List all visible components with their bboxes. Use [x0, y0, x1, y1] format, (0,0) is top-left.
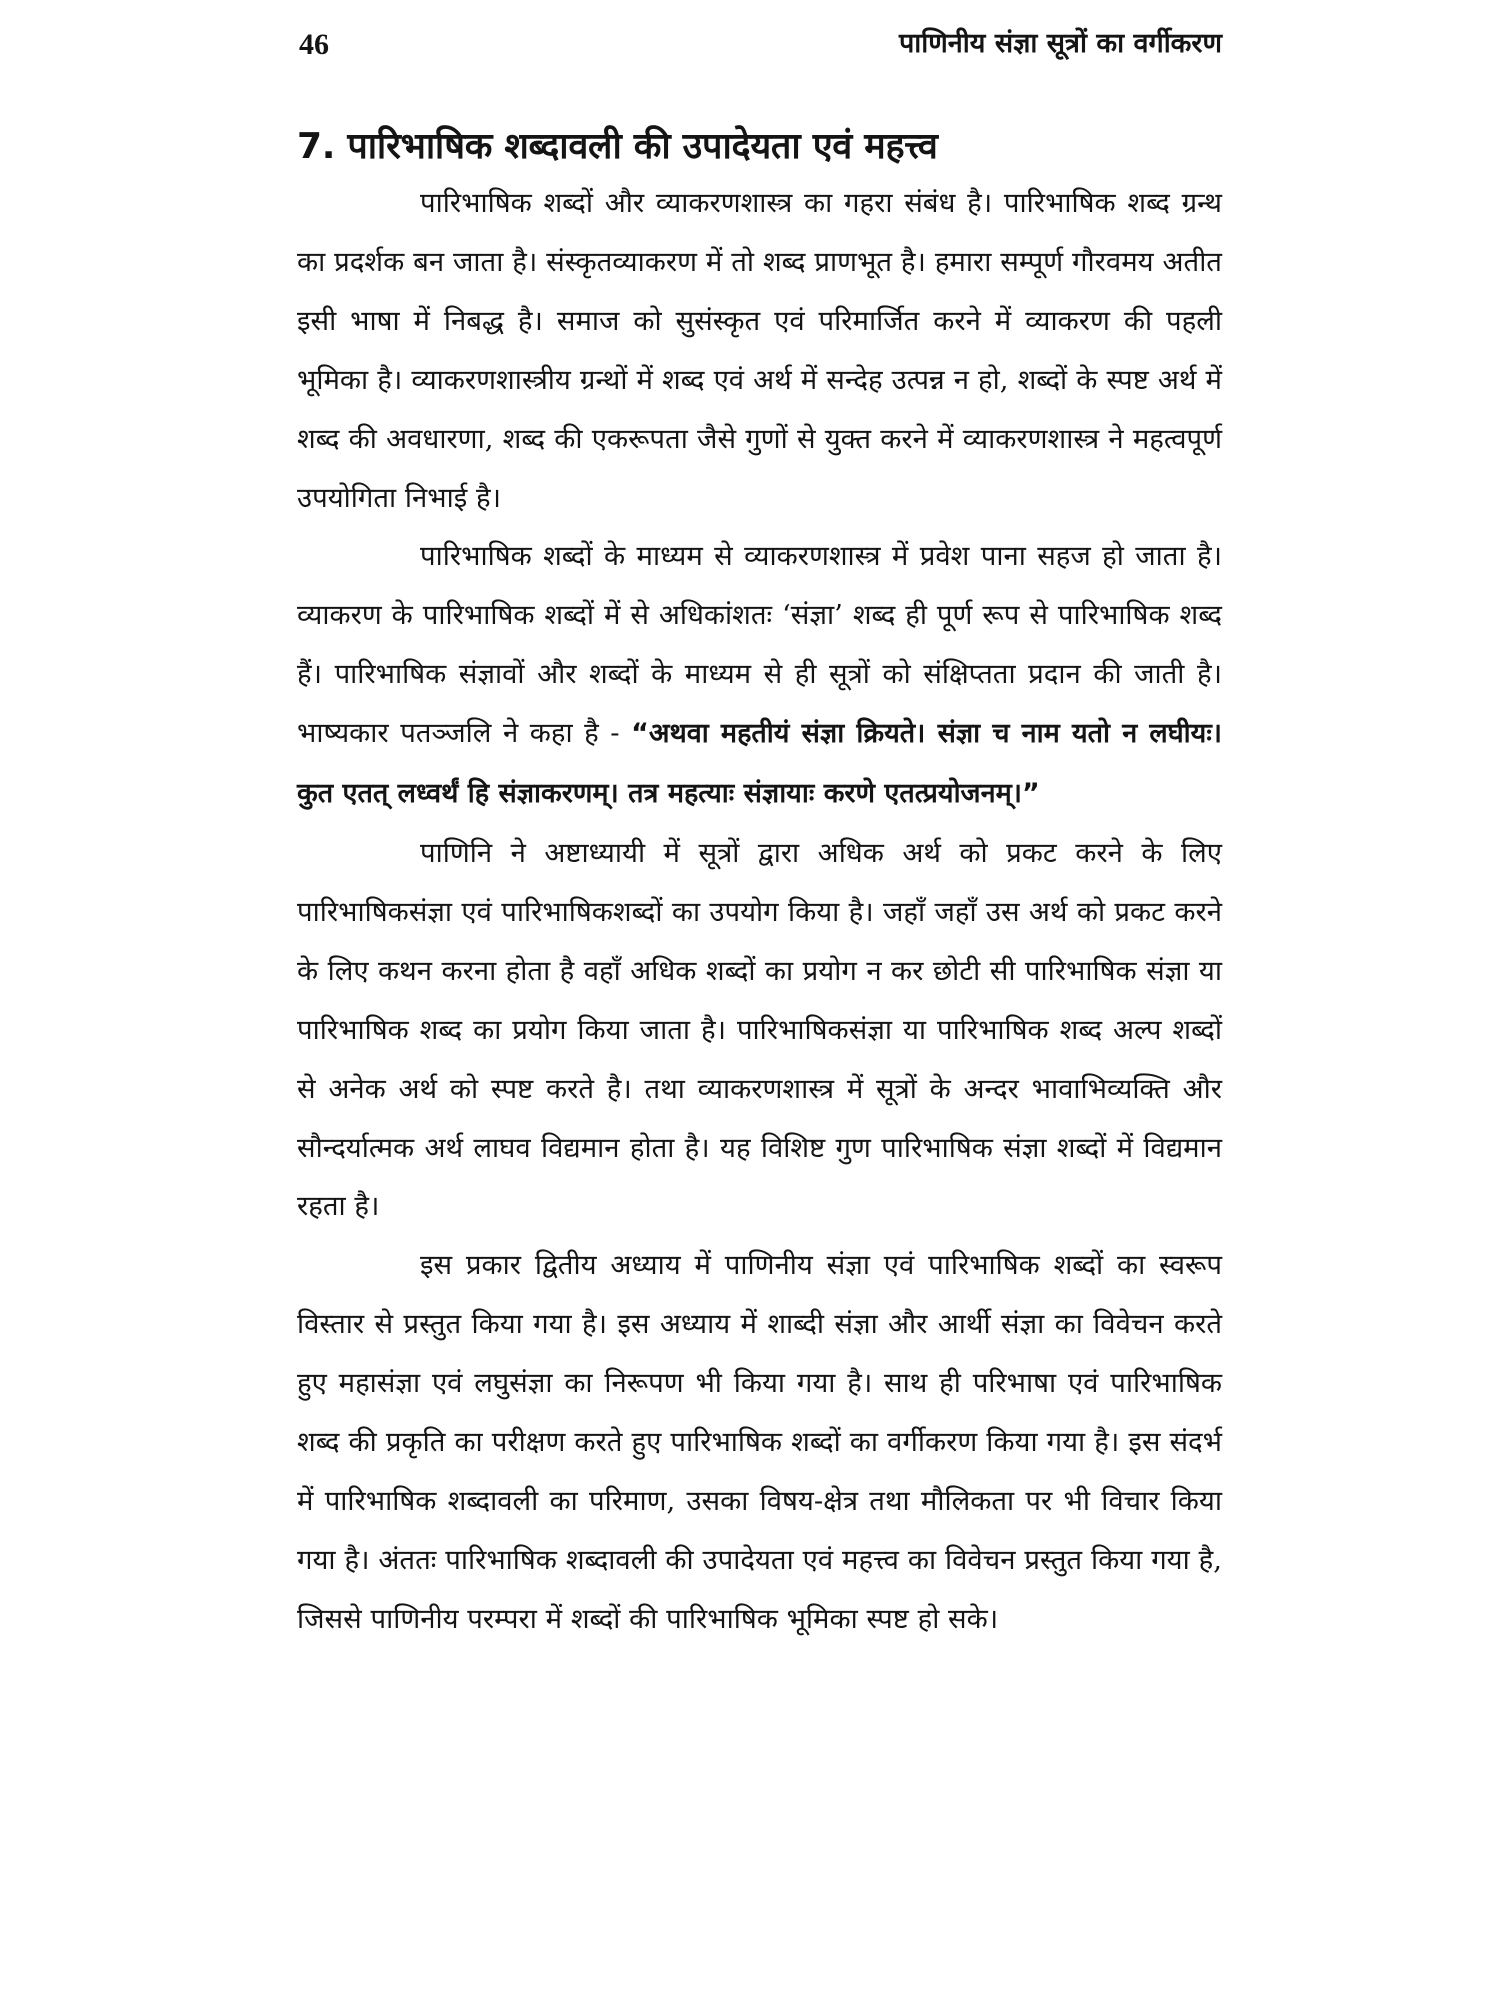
paragraph-2-text: पारिभाषिक शब्दों के माध्यम से व्याकरणशास्त्र में प्रवेश पाना सहज हो जाता है। व्याकरण के पारिभाषिक शब्दों में से अधिकांशतः ‘संज्ञा’ शब्द ही पूर्ण रूप से पारिभाषिक शब्द हैं। पारिभाषिक संज्ञावों और शब्दों के माध्यम से ही सूत्रों को संक्षिप्तता प्रदान की जाती है। भाष्यकार पतञ्जलि ने कहा है - — [297, 540, 1222, 750]
running-header-title: पाणिनीय संज्ञा सूत्रों का वर्गीकरण — [898, 28, 1222, 59]
bhashya-quotation: “अथवा महतीयं संज्ञा क्रियते। संज्ञा च नाम यतो न लघीयः। कुत एतत् लध्वर्थं हि संज्ञाकरणम्। तत्र महत्याः संज्ञायाः करणे एतत्प्रयोजनम्।” — [297, 718, 1222, 810]
paragraph-3-text: पाणिनि ने अष्टाध्यायी में सूत्रों द्वारा अधिक अर्थ को प्रकट करने के लिए पारिभाषिकसंज्ञा एवं पारिभाषिकशब्दों का उपयोग किया है। जहाँ जहाँ उस अर्थ को प्रकट करने के लिए कथन करना होता है वहाँ अधिक शब्दों का प्रयोग न कर छोटी सी पारिभाषिक संज्ञा या पारिभाषिक शब्द का प्रयोग किया जाता है। पारिभाषिकसंज्ञा या पारिभाषिक शब्द अल्प शब्दों से अनेक अर्थ को स्पष्ट करते है। तथा व्याकरणशास्त्र में सूत्रों के अन्दर भावाभिव्यक्ति और सौन्दर्यात्मक अर्थ लाघव विद्यमान होता है। यह विशिष्ट गुण पारिभाषिक संज्ञा शब्दों में विद्यमान रहता है। — [297, 836, 1222, 1223]
paragraph-4 — [297, 1236, 1222, 1648]
paragraph-3 — [297, 824, 1222, 1236]
body-text — [297, 174, 1222, 1649]
paragraph-1 — [297, 174, 1222, 527]
paragraph-4-text: इस प्रकार द्वितीय अध्याय में पाणिनीय संज्ञा एवं पारिभाषिक शब्दों का स्वरूप विस्तार से प्रस्तुत किया गया है। इस अध्याय में शाब्दी संज्ञा और आर्थी संज्ञा का विवेचन करते हुए महासंज्ञा एवं लघुसंज्ञा का निरूपण भी किया गया है। साथ ही परिभाषा एवं पारिभाषिक शब्द की प्रकृति का परीक्षण करते हुए पारिभाषिक शब्दों का वर्गीकरण किया गया है। इस संदर्भ में पारिभाषिक शब्दावली का परिमाण, उसका विषय-क्षेत्र तथा मौलिकता पर भी विचार किया गया है। अंततः पारिभाषिक शब्दावली की उपादेयता एवं महत्त्व का विवेचन प्रस्तुत किया गया है, जिससे पाणिनीय परम्परा में शब्दों की पारिभाषिक भूमिका स्पष्ट हो सके। — [297, 1249, 1222, 1635]
paragraph-2 — [297, 527, 1222, 824]
page-number: 46 — [299, 28, 329, 61]
running-header — [297, 22, 1222, 68]
book-page — [297, 0, 1222, 2000]
paragraph-1-text: पारिभाषिक शब्दों और व्याकरणशास्त्र का गहरा संबंध है। पारिभाषिक शब्द ग्रन्थ का प्रदर्शक बन जाता है। संस्कृतव्याकरण में तो शब्द प्राणभूत है। हमारा सम्पूर्ण गौरवमय अतीत इसी भाषा में निबद्ध है। समाज को सुसंस्कृत एवं परिमार्जित करने में व्याकरण की पहली भूमिका है। व्याकरणशास्त्रीय ग्रन्थों में शब्द एवं अर्थ में सन्देह उत्पन्न न हो, शब्दों के स्पष्ट अर्थ में शब्द की अवधारणा, शब्द की एकरूपता जैसे गुणों से युक्त करने में व्याकरणशास्त्र ने महत्वपूर्ण उपयोगिता निभाई है। — [297, 187, 1222, 514]
section-heading: 7. पारिभाषिक शब्दावली की उपादेयता एवं महत्त्व — [297, 126, 938, 167]
